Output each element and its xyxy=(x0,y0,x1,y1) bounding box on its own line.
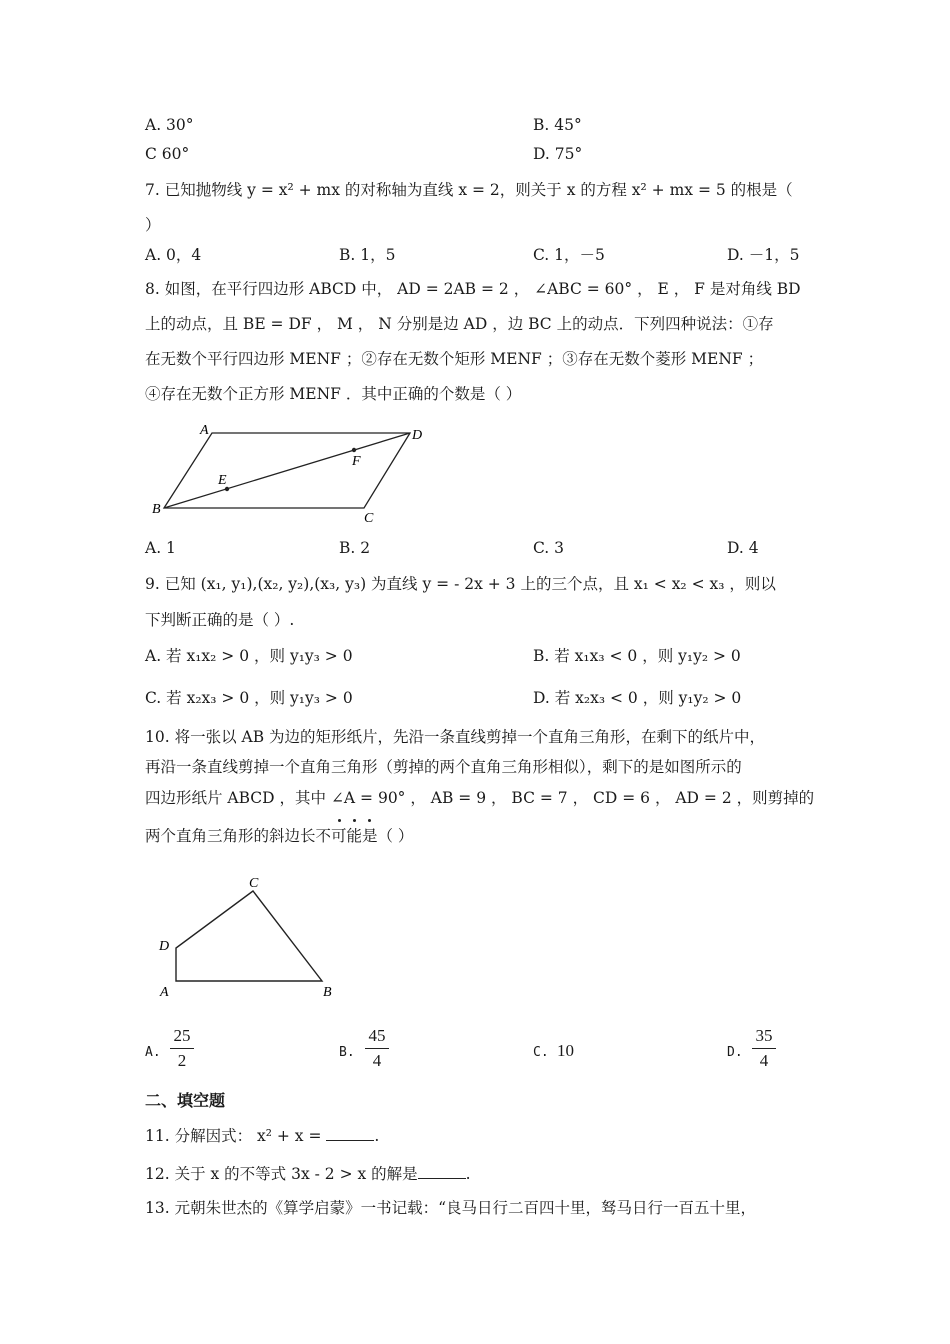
label-b: B xyxy=(152,502,161,517)
emphasis-dot xyxy=(368,819,371,822)
q9-option-d: D. 若 x₂x₃ < 0 ，则 y₁y₂ > 0 xyxy=(533,689,742,707)
q10-stem-line4: 两个直角三角形的斜边长不可能是（ ） xyxy=(145,827,414,845)
q13-stem-line1: 13. 元朝朱世杰的《算学启蒙》一书记载：“良马日行二百四十里，驽马日行一百五十里， xyxy=(145,1199,757,1217)
q8-stem-line2: 上的动点，且 BE = DF ， M ， N 分别是边 AD ，边 BC 上的动点．下列四种说法：①存 xyxy=(145,315,774,333)
q8-stem-line4: ④存在无数个正方形 MENF ．其中正确的个数是（ ） xyxy=(145,385,522,403)
q9-option-b: B. 若 x₁x₃ < 0 ，则 y₁y₂ > 0 xyxy=(533,647,741,665)
q10-option-a-fraction: 25 2 xyxy=(167,1025,197,1072)
q6-option-d: D. 75° xyxy=(533,145,583,163)
label-c: C xyxy=(249,876,259,891)
q10-option-d-label: D. xyxy=(727,1045,743,1060)
q7-option-a: A. 0，4 xyxy=(145,246,202,264)
label-c: C xyxy=(364,511,374,526)
q9-stem-line2: 下判断正确的是（ ）. xyxy=(145,611,295,629)
label-a: A xyxy=(200,423,209,438)
answer-blank xyxy=(418,1164,466,1179)
q8-stem-line1: 8. 如图，在平行四边形 ABCD 中， AD = 2AB = 2 ， ∠ABC = 60° ， E ， F 是对角线 BD xyxy=(145,280,801,298)
q7-stem-line2: ） xyxy=(145,216,161,234)
q8-option-c: C. 3 xyxy=(533,539,565,557)
point-f xyxy=(352,448,356,452)
quadrilateral-abcd xyxy=(176,891,322,981)
q10-option-d-fraction: 35 4 xyxy=(749,1025,779,1072)
q10-option-c-label: C. xyxy=(533,1045,549,1060)
q7-option-c: C. 1，－5 xyxy=(533,246,605,264)
q10-stem-line1: 10. 将一张以 AB 为边的矩形纸片，先沿一条直线剪掉一个直角三角形，在剩下的纸片中， xyxy=(145,728,766,746)
q10-option-c-value: 10 xyxy=(557,1041,574,1060)
q9-option-a: A. 若 x₁x₂ > 0 ，则 y₁y₃ > 0 xyxy=(145,647,353,665)
label-d: D xyxy=(159,939,170,954)
q8-stem-line3: 在无数个平行四边形 MENF ；②存在无数个矩形 MENF ；③存在无数个菱形 MENF ； xyxy=(145,350,764,368)
q8-parallelogram-figure xyxy=(140,418,440,528)
q6-option-c: C 60° xyxy=(145,145,190,163)
q6-option-b: B. 45° xyxy=(533,116,582,134)
q10-stem-line3: 四边形纸片 ABCD ，其中 ∠A = 90° ， AB = 9 ， BC = 7 ， CD = 6 ， AD = 2 ，则剪掉的 xyxy=(145,789,815,807)
label-d: D xyxy=(412,428,423,443)
q7-option-d: D. －1，5 xyxy=(727,246,800,264)
q11-stem: 11. 分解因式： x² + x = . xyxy=(145,1127,380,1145)
label-a: A xyxy=(160,985,169,1000)
q7-stem-line1: 7. 已知抛物线 y = x² + mx 的对称轴为直线 x = 2，则关于 x 的方程 x² + mx = 5 的根是（ xyxy=(145,181,793,199)
q10-option-a-label: A. xyxy=(145,1045,161,1060)
q6-option-a: A. 30° xyxy=(145,116,194,134)
q10-quadrilateral-figure xyxy=(150,868,350,1003)
q8-option-d: D. 4 xyxy=(727,539,759,557)
q8-option-b: B. 2 xyxy=(339,539,371,557)
emphasis-dot xyxy=(338,819,341,822)
diagonal-bd xyxy=(164,433,410,508)
q9-option-c: C. 若 x₂x₃ > 0 ，则 y₁y₃ > 0 xyxy=(145,689,353,707)
q8-option-a: A. 1 xyxy=(145,539,176,557)
q7-option-b: B. 1，5 xyxy=(339,246,396,264)
label-e: E xyxy=(218,473,227,488)
label-b: B xyxy=(323,985,332,1000)
label-f: F xyxy=(352,454,361,469)
emphasis-dot xyxy=(353,819,356,822)
answer-blank xyxy=(326,1126,374,1141)
q10-option-b-fraction: 45 4 xyxy=(362,1025,392,1072)
q12-stem: 12. 关于 x 的不等式 3x - 2 > x 的解是 . xyxy=(145,1165,471,1183)
q9-stem-line1: 9. 已知 (x₁, y₁),(x₂, y₂),(x₃, y₃) 为直线 y = - 2x + 3 上的三个点，且 x₁ < x₂ < x₃ ，则以 xyxy=(145,575,776,593)
section-title: 二、填空题 xyxy=(145,1091,226,1110)
q10-stem-line2: 再沿一条直线剪掉一个直角三角形（剪掉的两个直角三角形相似），剩下的是如图所示的 xyxy=(145,758,742,776)
q10-option-b-label: B. xyxy=(339,1045,355,1060)
